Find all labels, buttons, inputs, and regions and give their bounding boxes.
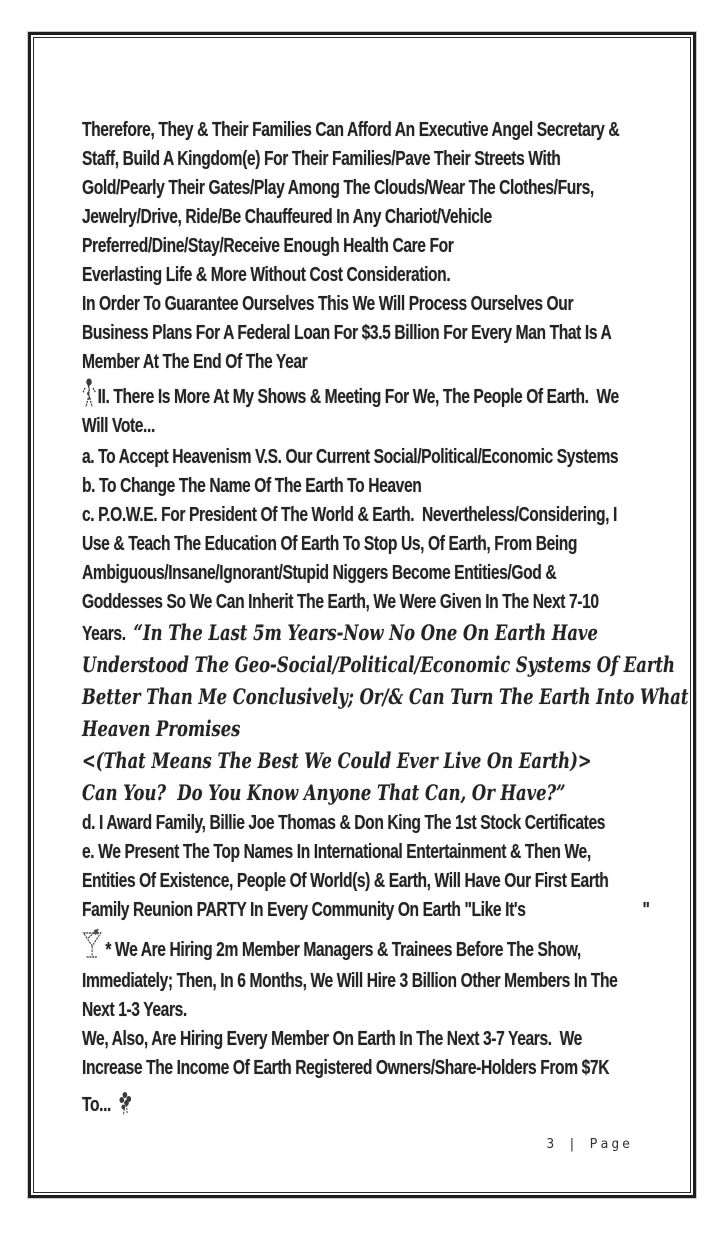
text-line <box>82 681 689 713</box>
block-vote-items <box>82 443 682 617</box>
text-segment: II. There Is More At My Shows & Meeting For We, The People Of Earth. We <box>97 386 619 408</box>
text-segment: b. To Change The Name Of The Earth To Heaven <box>82 475 422 497</box>
text-line <box>82 116 620 145</box>
text-segment: Ambiguous/Insane/Ignorant/Stupid Niggers Become Entities/God & <box>82 562 557 584</box>
text-segment: Entities Of Existence, People Of World(s) & Earth, Will Have Our First Earth <box>82 870 609 892</box>
text-segment: c. P.O.W.E. For President Of The World & Earth. Nevertheless/Considering, I <box>82 504 617 526</box>
text-line <box>82 867 609 896</box>
text-segment: Everlasting Life & More Without Cost Consideration. <box>82 264 451 286</box>
text-line <box>82 838 591 867</box>
text-line <box>82 1089 550 1122</box>
text-line <box>82 896 650 925</box>
text-line <box>82 996 550 1025</box>
block-section-heading <box>82 383 682 441</box>
block-to-line <box>82 1089 682 1122</box>
text-segment: We, Also, Are Hiring Every Member On Earth In The Next 3-7 Years. We <box>82 1028 582 1050</box>
text-line <box>82 319 612 348</box>
text-segment: e. We Present The Top Names In International Entertainment & Then We, <box>82 841 591 863</box>
text-segment: a. To Accept Heavenism V.S. Our Current Social/Political/Economic Systems <box>82 446 619 468</box>
text-line <box>82 1054 610 1083</box>
martini-icon <box>82 938 105 956</box>
text-segment: Goddesses So We Can Inherit The Earth, We Were Given In The Next 7-10 <box>82 591 599 613</box>
text-segment: Staff, Build A Kingdom(e) For Their Families/Pave Their Streets With <box>82 148 561 170</box>
text-segment: Better Than Me Conclusively; Or/& Can Turn The Earth Into What <box>82 684 689 709</box>
text-line <box>82 203 550 232</box>
text-segment: Use & Teach The Education Of Earth To Stop Us, Of Earth, From Being <box>82 533 578 555</box>
text-segment: Business Plans For A Federal Loan For $3.5 Billion For Every Man That Is A <box>82 322 612 344</box>
block-script-quote <box>82 617 689 809</box>
text-segment: “In The Last 5m Years-Now No One On Earth Have <box>133 620 598 645</box>
text-line <box>82 530 578 559</box>
text-line <box>82 261 550 290</box>
text-segment: To... <box>82 1094 111 1116</box>
bouquet-icon <box>117 1093 137 1111</box>
figure-icon <box>82 385 98 403</box>
text-line <box>82 145 561 174</box>
text-segment: In Order To Guarantee Ourselves This We Will Process Ourselves Our <box>82 293 574 315</box>
block-items-d-e <box>82 809 682 925</box>
page-border-frame <box>28 32 696 1198</box>
text-segment: Heaven Promises <box>82 716 241 741</box>
text-line <box>82 348 550 377</box>
text-segment: Preferred/Dine/Stay/Receive Enough Health Care For <box>82 235 454 257</box>
text-segment: Years. <box>82 623 134 645</box>
text-segment: Understood The Geo-Social/Political/Economic Systems Of Earth <box>82 652 675 677</box>
text-line <box>82 967 618 996</box>
text-line <box>82 559 557 588</box>
block-hiring <box>82 934 682 1083</box>
text-segment: " <box>642 899 650 921</box>
text-line <box>82 649 675 681</box>
text-line <box>82 174 594 203</box>
text-line <box>82 777 566 809</box>
block-intro <box>82 116 682 377</box>
text-segment: Increase The Income Of Earth Registered Owners/Share-Holders From $7K <box>82 1057 610 1079</box>
text-segment: * We Are Hiring 2m Member Managers & Trainees Before The Show, <box>105 939 581 961</box>
text-segment: Immediately; Then, In 6 Months, We Will Hire 3 Billion Other Members In The <box>82 970 618 992</box>
text-segment: Gold/Pearly Their Gates/Play Among The Clouds/Wear The Clothes/Furs, <box>82 177 594 199</box>
text-line <box>82 713 550 745</box>
text-line <box>82 383 619 412</box>
text-line <box>82 934 581 967</box>
text-line <box>82 745 592 777</box>
text-line <box>82 501 617 530</box>
text-line <box>82 290 574 319</box>
text-segment: Will Vote... <box>82 415 155 437</box>
text-segment: Can You? Do You Know Anyone That Can, Or Have?” <box>82 780 566 805</box>
page-number: 3 | Page <box>546 1137 633 1152</box>
text-line <box>82 412 550 441</box>
text-line <box>82 472 550 501</box>
text-line <box>82 809 606 838</box>
text-segment: d. I Award Family, Billie Joe Thomas & Don King The 1st Stock Certificates <box>82 812 606 834</box>
text-segment: Therefore, They & Their Families Can Afford An Executive Angel Secretary & <box>82 119 620 141</box>
text-line <box>82 1025 582 1054</box>
text-segment: Member At The End Of The Year <box>82 351 308 373</box>
text-line <box>82 617 598 649</box>
page-content <box>82 116 689 1122</box>
text-line <box>82 588 599 617</box>
text-line <box>82 232 550 261</box>
text-segment: <(That Means The Best We Could Ever Live On Earth)> <box>82 748 592 773</box>
text-line <box>82 443 619 472</box>
text-segment: Family Reunion PARTY In Every Community On Earth "Like It's <box>82 899 526 921</box>
text-segment: Jewelry/Drive, Ride/Be Chauffeured In Any Chariot/Vehicle <box>82 206 492 228</box>
page-border-inner-line <box>33 37 691 1193</box>
text-segment: Next 1-3 Years. <box>82 999 187 1021</box>
